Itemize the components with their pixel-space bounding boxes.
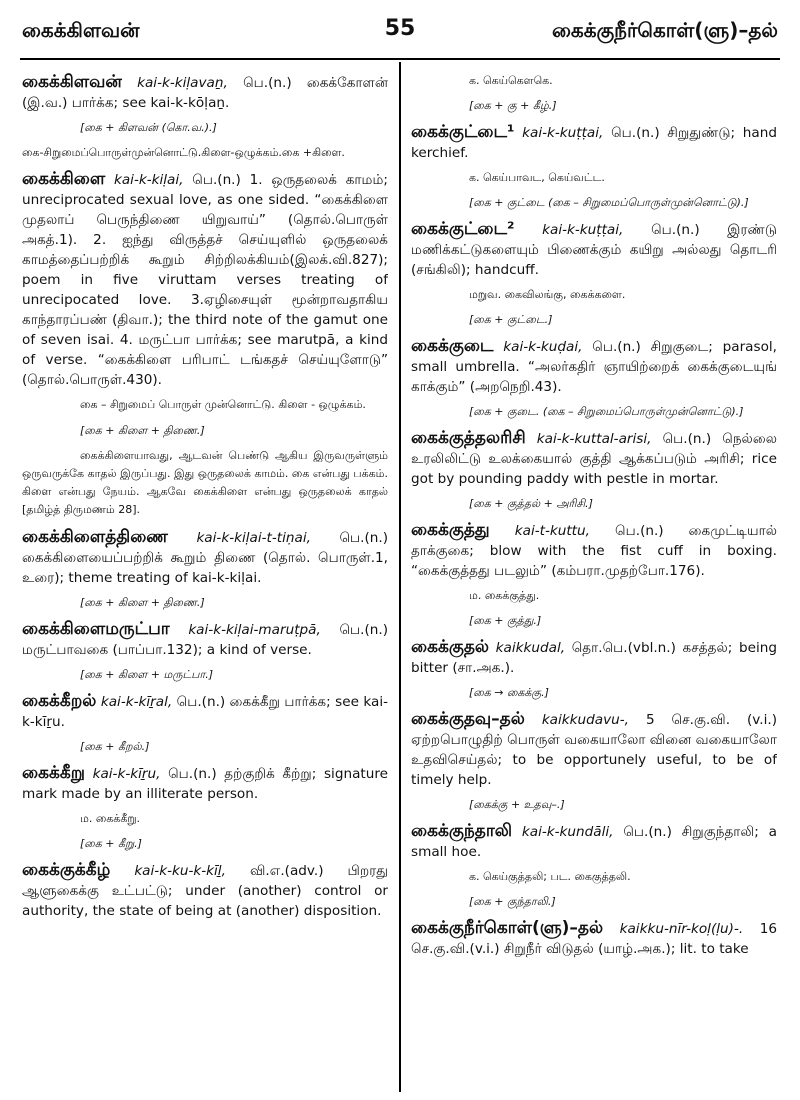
definition: 16 செ.கு.வி.(v.i.) சிறுநீர் விடுதல் (யாழ்.அக.); lit. to take [411,921,777,957]
cognate-line: க. கெய்குத்தலி; பட. கைகுத்தலி. [469,870,631,883]
etymology-note: [கை + கிளவன் (கொ.வ.).] [80,121,217,134]
etymology-note: [கைக்கு + உதவு–.] [469,798,565,811]
dictionary-entry [411,520,777,581]
definition: பெ.(n.) மருட்பாவகை (பாப்பா.132); a kind of verse. [22,622,388,658]
cognate-line: க. கெய்கௌகெ. [469,74,553,87]
dictionary-entry [411,709,777,790]
transliteration: kai-k-ku-k-kīḻ, [134,863,226,879]
definition: பெ.(n.) நெல்லை உரலிலிட்டு உலக்கையால் குத்தி ஆக்கப்படும் அரிசி; rice got by pounding paddy with pestle in mortar. [411,431,777,487]
etymology-note: [கை + குந்தாலி.] [469,895,556,908]
headword: கைக்கிளைமருட்பா [22,619,170,639]
dictionary-entry [411,918,777,959]
cognate-line: மறுவ. கைவிலங்கு, கைக்களை. [469,288,626,301]
etymology-paragraph: கை-சிறுமைப்பொருள்முன்னொட்டு.கிளை-ஒழுக்கம்.கை +கிளை. [22,146,345,159]
transliteration: kai-t-kuttu, [514,523,590,539]
page-number: 55 [384,16,416,41]
headword: கைக்குத்தலரிசி [411,428,526,448]
guide-word-left: கைக்கிளவன் [22,18,140,42]
definition: பெ.(n.) கைக்கீறு பார்க்க; see kai-k-kīṟu. [22,694,388,730]
guide-word-right: கைக்குநீர்கொள்(ளு)–தல் [552,18,778,42]
transliteration: kai-k-kiḷai-maruṭpā, [188,622,321,638]
header-rule [20,58,780,60]
dictionary-entry [411,428,777,489]
definition: பெ.(n.) கைக்கோளன் (இ.வ.) பார்க்க; see kai-k-kōḷaṉ. [22,75,388,111]
definition: பெ.(n.) 1. ஒருதலைக் காமம்; unreciprocated sexual love, as one sided. “கைக்கிளை முதலாப் பெருந்திணை யிறுவாய்” (தொல்.பொருள் அகத்.1). 2. ஐந்து விருத்தச் செய்யுளில் ஒருதலைக் காமத்தைப்பற்றிக் கூறும் சிற்றிலக்கியம்(இலக்.வி.827); poem in five viruttam verses treating of unrecipocated love. 3.ஏழிசையுள் மூன்றாவதாகிய காந்தாரப்பண் (திவா.); the third note of the gamut one of seven isai. 4. மருட்பா பார்க்க; see marutpā, a kind of verse. “கைக்கிளை பரிபாட் டங்கதச் செய்யுளோடு” (தொல்.பொருள்.430). [22,172,388,388]
dictionary-entry [411,821,777,862]
left-column [22,72,388,1092]
dictionary-entry [22,527,388,588]
headword: கைக்குநீர்கொள்(ளு)–தல் [411,918,604,938]
etymology-note: [கை → கைக்கு.] [469,686,549,699]
etymology-note: [கை + குட்டை.] [469,313,553,326]
etymology-note: [கை + குடை. (கை – சிறுமைப்பொருள்முன்னொட்டு).] [469,405,744,418]
headword: கைக்கீறல் [22,691,97,711]
definition: பெ.(n.) சிறுகுந்தாலி; a small hoe. [411,824,777,860]
dictionary-entry [22,691,388,732]
headword: கைக்கிளை [22,169,106,189]
definition: தொ.பெ.(vbl.n.) கசத்தல்; being bitter (சா.அக.). [411,640,777,676]
explanatory-paragraph: கைக்கிளையாவது, ஆடவன் பெண்டு ஆகிய இருவருள்ளும் ஒருவருக்கே காதல் இருப்பது. இது ஒருதலைக் காமம். கை என்பது பக்கம். கிளை என்பது நேயம். ஆகவே கைக்கிளை என்பது ஒருதலைக் காதல் [தமிழ்த் திருமணம் 28]. [22,449,388,516]
right-column [411,72,777,1092]
column-divider [399,62,401,1092]
headword: கைக்குடை [411,336,494,356]
transliteration: kaikkudal, [495,640,566,656]
cognate-line: ம. கைக்குத்து. [469,589,540,602]
dictionary-entry [411,336,777,397]
dictionary-entry [22,860,388,921]
transliteration: kaikkudavu-, [541,712,629,728]
etymology-note: [கை + குட்டை (கை – சிறுமைப்பொருள்முன்னொட்டு).] [469,196,749,209]
etymology-note: [கை + கிளை + மருட்பா.] [80,668,214,681]
transliteration: kai-k-kiḷavaṉ, [137,75,228,91]
headword: கைக்குக்கீழ் [22,860,111,880]
etymology-note: [கை + கிளை + திணை.] [80,424,205,437]
headword: கைக்கிளவன் [22,72,122,92]
transliteration: kai-k-kuṭṭai, [542,222,624,238]
transliteration: kaikku-nīr-koḷ(ḷu)-. [619,921,744,937]
cognate-line: க. கெய்பாவட, கெய்வட்ட. [469,171,605,184]
transliteration: kai-k-kuḍai, [503,339,583,355]
etymology-note: [கை + குத்து.] [469,614,542,627]
transliteration: kai-k-kiḷai, [113,172,184,188]
explanatory-paragraph: கை – சிறுமைப் பொருள் முன்னொட்டு. கிளை - ஒழுக்கம். [80,398,366,411]
definition: பெ.(n.) சிறுதுண்டு; hand kerchief. [411,125,777,161]
etymology-note: [கை + குத்தல் + அரிசி.] [469,497,593,510]
definition: 5 செ.கு.வி. (v.i.) ஏற்றபொழுதிற் பொருள் வகையாலோ வினை வகையாலோ உதவிசெய்தல்; to be opportunely useful, to be of timely help. [411,712,777,788]
etymology-note: [கை + கிளை + திணை.] [80,596,205,609]
page-header [0,0,800,62]
transliteration: kai-k-kundāli, [521,824,614,840]
headword: கைக்கிளைத்திணை [22,527,168,547]
etymology-note: [கை + கீறு.] [80,837,142,850]
dictionary-entry [411,122,777,163]
definition: பெ.(n.) கைக்கிளையைப்பற்றிக் கூறும் திணை (தொல். பொருள்.1, உரை); theme treating of kai-k-kiḷai. [22,530,388,586]
headword: கைக்குட்டை¹ [411,122,515,142]
dictionary-entry [22,619,388,660]
cognate-line: ம. கைக்கீறு. [80,812,141,825]
definition: வி.எ.(adv.) பிறரது ஆளுகைக்கு உட்பட்டு; under (another) control or authority, the state of being at (another) disposition. [22,863,388,919]
dictionary-entry [22,72,388,113]
headword: கைக்குத்து [411,520,490,540]
headword: கைக்குந்தாலி [411,821,513,841]
headword: கைக்குதவு–தல் [411,709,525,729]
transliteration: kai-k-kīṟal, [100,694,173,710]
dictionary-entry [22,169,388,390]
definition: பெ.(n.) தற்குறிக் கீற்று; signature mark made by an illiterate person. [22,766,388,802]
etymology-note: [கை + கு + கீழ்.] [469,99,557,112]
headword: கைக்குதல் [411,637,490,657]
headword: கைக்கீறு [22,763,85,783]
headword: கைக்குட்டை² [411,219,515,239]
transliteration: kai-k-kīṟu, [92,766,161,782]
dictionary-entry [411,219,777,280]
transliteration: kai-k-kuttal-arisi, [536,431,652,447]
transliteration: kai-k-kuṭṭai, [522,125,604,141]
definition: பெ.(n.) சிறுகுடை; parasol, small umbrella. “அலர்கதிர் ஞாயிற்றைக் கைக்குடையுங் காக்கும்” (அறநெறி.43). [411,339,777,395]
etymology-note: [கை + கீறல்.] [80,740,150,753]
dictionary-entry [411,637,777,678]
transliteration: kai-k-kiḷai-t-tiṇai, [196,530,311,546]
definition: பெ.(n.) இரண்டு மணிக்கட்டுகளையும் பிணைக்கும் கயிறு அல்லது தொடரி (சங்கிலி); handcuff. [411,222,777,278]
definition: பெ.(n.) கைமுட்டியால் தாக்குகை; blow with the fist cuff in boxing. “கைக்குத்தது படலும்” (கம்பரா.முதற்போ.176). [411,523,777,579]
dictionary-entry [22,763,388,804]
